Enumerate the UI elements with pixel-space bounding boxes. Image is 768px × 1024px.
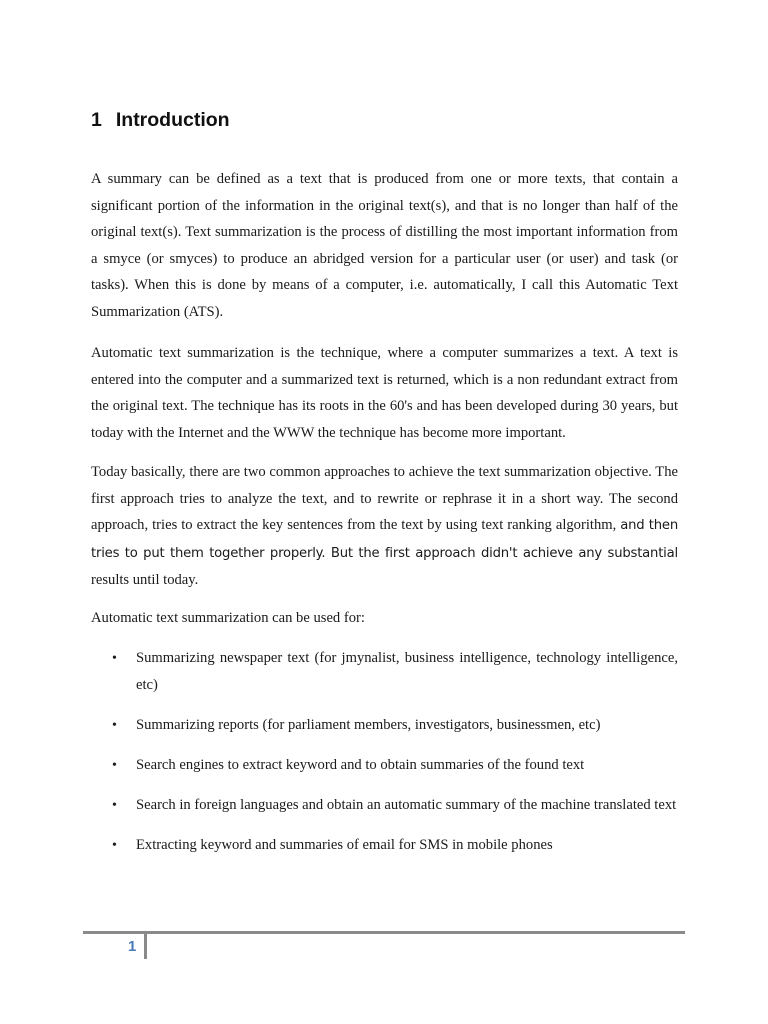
- bullet-icon: •: [112, 838, 117, 853]
- paragraph-approaches-part3: results until today.: [91, 572, 199, 588]
- paragraph-approaches-part2: and then tries to put them together properly. But the first approach didn't achieve any substantial: [91, 518, 679, 561]
- list-item-text: Search in foreign languages and obtain an automatic summary of the machine translated text: [136, 797, 677, 813]
- paragraph-uses-intro: Automatic text summarization can be used for:: [91, 610, 365, 626]
- list-item-text: Summarizing newspaper text (for jmynalist, business intelligence, technology intelligence, etc): [136, 650, 678, 693]
- section-title: Introduction: [115, 109, 230, 131]
- paragraph-approaches: [91, 459, 678, 594]
- bullet-icon: •: [112, 798, 117, 813]
- list-item-text: Summarizing reports (for parliament members, investigators, businessmen, etc): [136, 717, 601, 733]
- list-item: [91, 752, 678, 779]
- bullet-icon: •: [112, 651, 117, 666]
- paragraph-approaches-part1: Today basically, there are two common approaches to achieve the text summarization objective. The first approach tries to analyze the text, and to rewrite or rephrase it in a short way. The second approach, tries to extract the key sentences from the text by using text ranking algorithm,: [91, 464, 678, 533]
- uses-bullet-list: [91, 645, 678, 872]
- paragraph-ats-technique: Automatic text summarization is the technique, where a computer summarizes a text. A text is entered into the computer and a summarized text is returned, which is a non redundant extract from the original text. The technique has its roots in the 60's and has been developed during 30 years, but today with the Internet and the WWW the technique has become more important.: [91, 345, 678, 441]
- list-item: [91, 832, 678, 859]
- list-item-text: Extracting keyword and summaries of email for SMS in mobile phones: [136, 837, 553, 853]
- list-item: [91, 645, 678, 699]
- list-item: [91, 792, 678, 819]
- bullet-icon: •: [112, 758, 117, 773]
- page-number-divider: [144, 934, 147, 959]
- list-item: [91, 712, 678, 739]
- section-number: 1: [91, 109, 102, 131]
- paragraph-summary-definition: A summary can be defined as a text that is produced from one or more texts, that contain a significant portion of the information in the original text(s), and that is no longer than half of the original text(s). Text summarization is the process of distilling the most important information from a smyce (or smyces) to produce an abridged version for a particular user (or user) and task (or tasks). When this is done by means of a computer, i.e. automatically, I call this Automatic Text Summarization (ATS).: [91, 171, 678, 320]
- page-number: 1: [128, 938, 137, 955]
- section-heading: [91, 107, 230, 133]
- footer-divider: [83, 931, 685, 934]
- bullet-icon: •: [112, 718, 117, 733]
- list-item-text: Search engines to extract keyword and to obtain summaries of the found text: [136, 757, 585, 773]
